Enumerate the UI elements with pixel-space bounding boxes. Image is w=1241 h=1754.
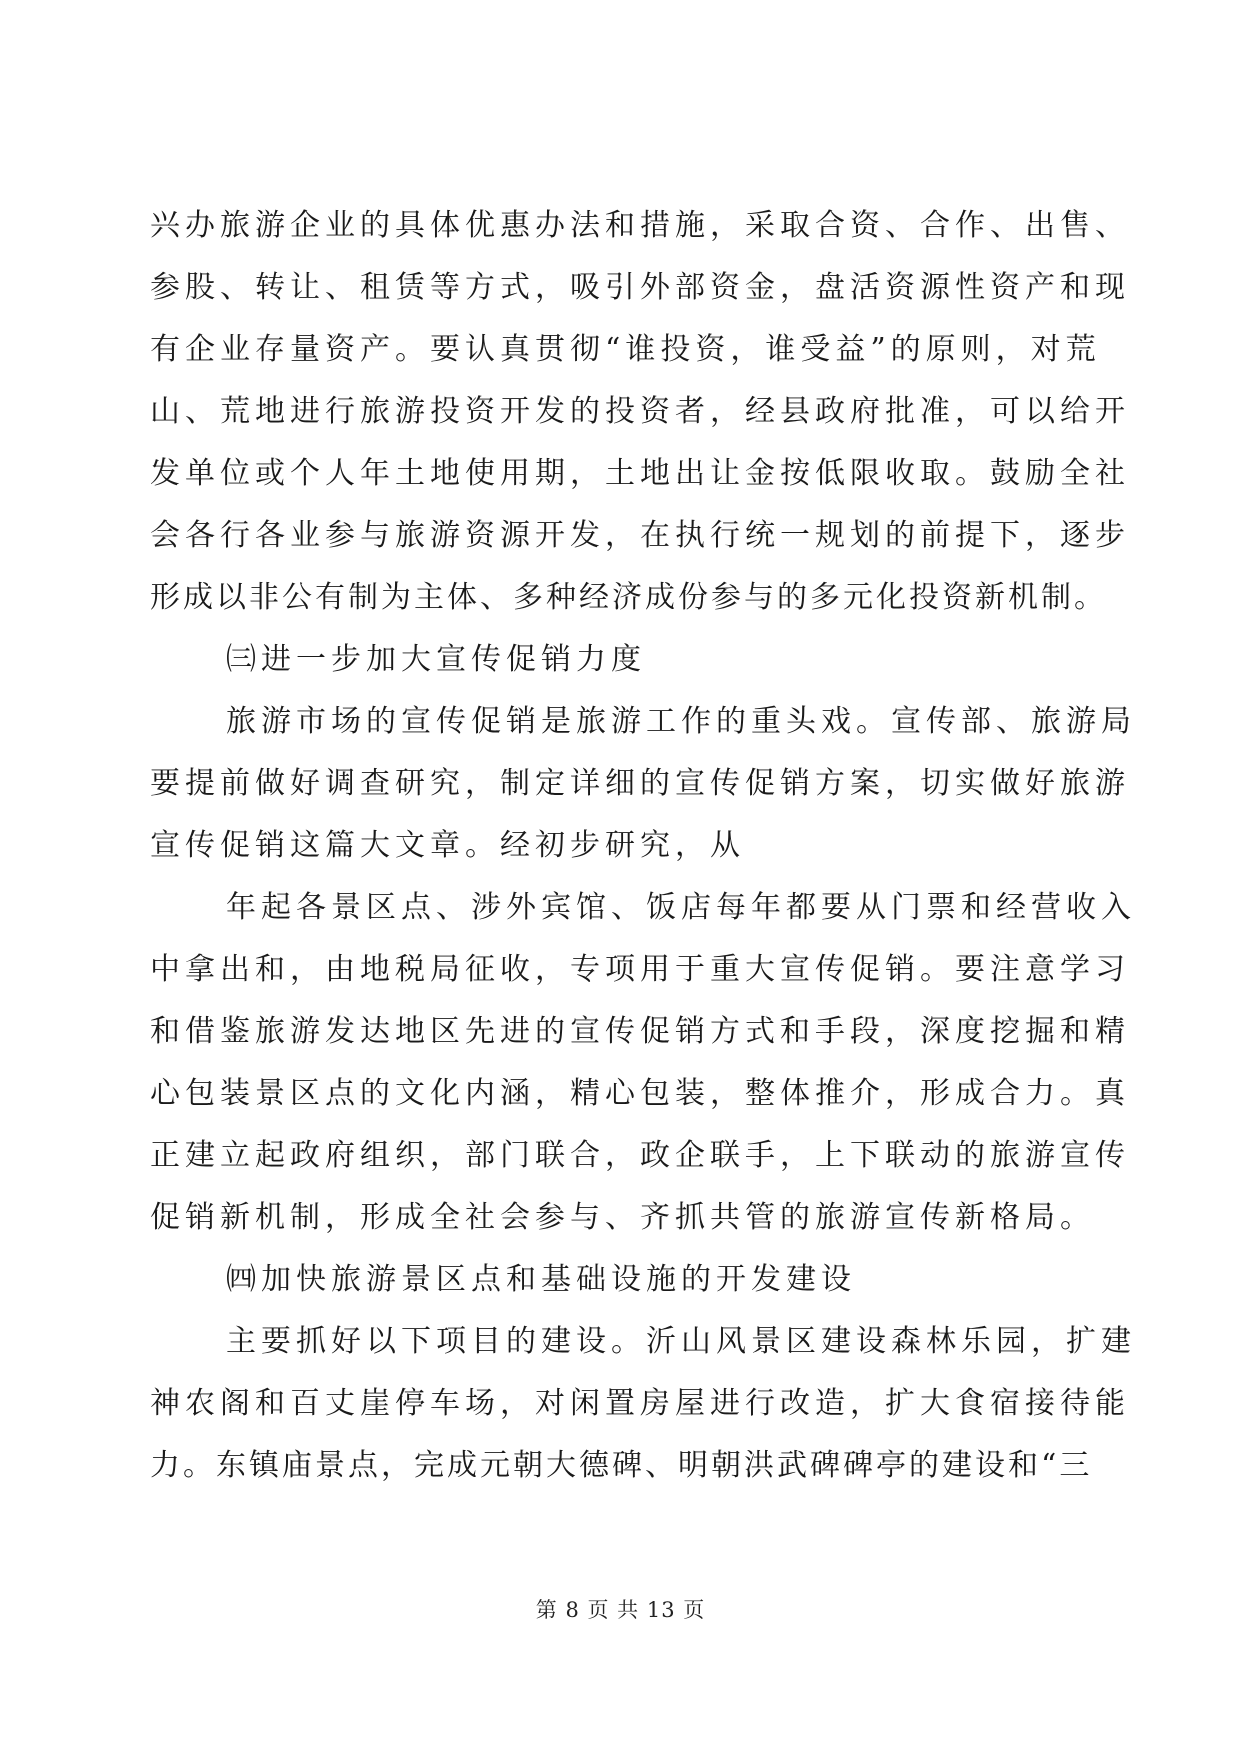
text-line: 促销新机制，形成全社会参与、齐抓共管的旅游宣传新格局。 bbox=[150, 1200, 1095, 1235]
text-line: 会各行各业参与旅游资源开发，在执行统一规划的前提下，逐步 bbox=[150, 518, 1130, 553]
text-line: 参股、转让、租赁等方式，吸引外部资金，盘活资源性资产和现 bbox=[150, 270, 1130, 305]
text-line: 发单位或个人年土地使用期，土地出让金按低限收取。鼓励全社 bbox=[150, 456, 1130, 491]
page-footer: 第 8 页 共 13 页 bbox=[535, 1598, 706, 1622]
section-heading: ㈣加快旅游景区点和基础设施的开发建设 bbox=[226, 1262, 856, 1297]
text-line: 宣传促销这篇大文章。经初步研究，从 bbox=[150, 828, 745, 863]
text-line: 神农阁和百丈崖停车场，对闲置房屋进行改造，扩大食宿接待能 bbox=[150, 1386, 1130, 1421]
paragraph-first-line: 年起各景区点、涉外宾馆、饭店每年都要从门票和经营收入 bbox=[226, 890, 1136, 925]
text-line: 形成以非公有制为主体、多种经济成份参与的多元化投资新机制。 bbox=[150, 580, 1107, 615]
paragraph-first-line: 旅游市场的宣传促销是旅游工作的重头戏。宣传部、旅游局 bbox=[226, 704, 1136, 739]
text-line: 有企业存量资产。要认真贯彻“谁投资，谁受益”的原则，对荒 bbox=[150, 332, 1101, 367]
text-line: 要提前做好调查研究，制定详细的宣传促销方案，切实做好旅游 bbox=[150, 766, 1130, 801]
text-line: 山、荒地进行旅游投资开发的投资者，经县政府批准，可以给开 bbox=[150, 394, 1130, 429]
text-line: 和借鉴旅游发达地区先进的宣传促销方式和手段，深度挖掘和精 bbox=[150, 1014, 1130, 1049]
section-heading: ㈢进一步加大宣传促销力度 bbox=[226, 642, 646, 677]
text-line: 中拿出和，由地税局征收，专项用于重大宣传促销。要注意学习 bbox=[150, 952, 1130, 987]
text-line: 力。东镇庙景点，完成元朝大德碑、明朝洪武碑碑亭的建设和“三 bbox=[150, 1448, 1093, 1483]
text-line: 心包装景区点的文化内涵，精心包装，整体推介，形成合力。真 bbox=[150, 1076, 1130, 1111]
text-line: 正建立起政府组织，部门联合，政企联手，上下联动的旅游宣传 bbox=[150, 1138, 1130, 1173]
paragraph-first-line: 主要抓好以下项目的建设。沂山风景区建设森林乐园，扩建 bbox=[226, 1324, 1136, 1359]
text-line: 兴办旅游企业的具体优惠办法和措施，采取合资、合作、出售、 bbox=[150, 208, 1130, 243]
